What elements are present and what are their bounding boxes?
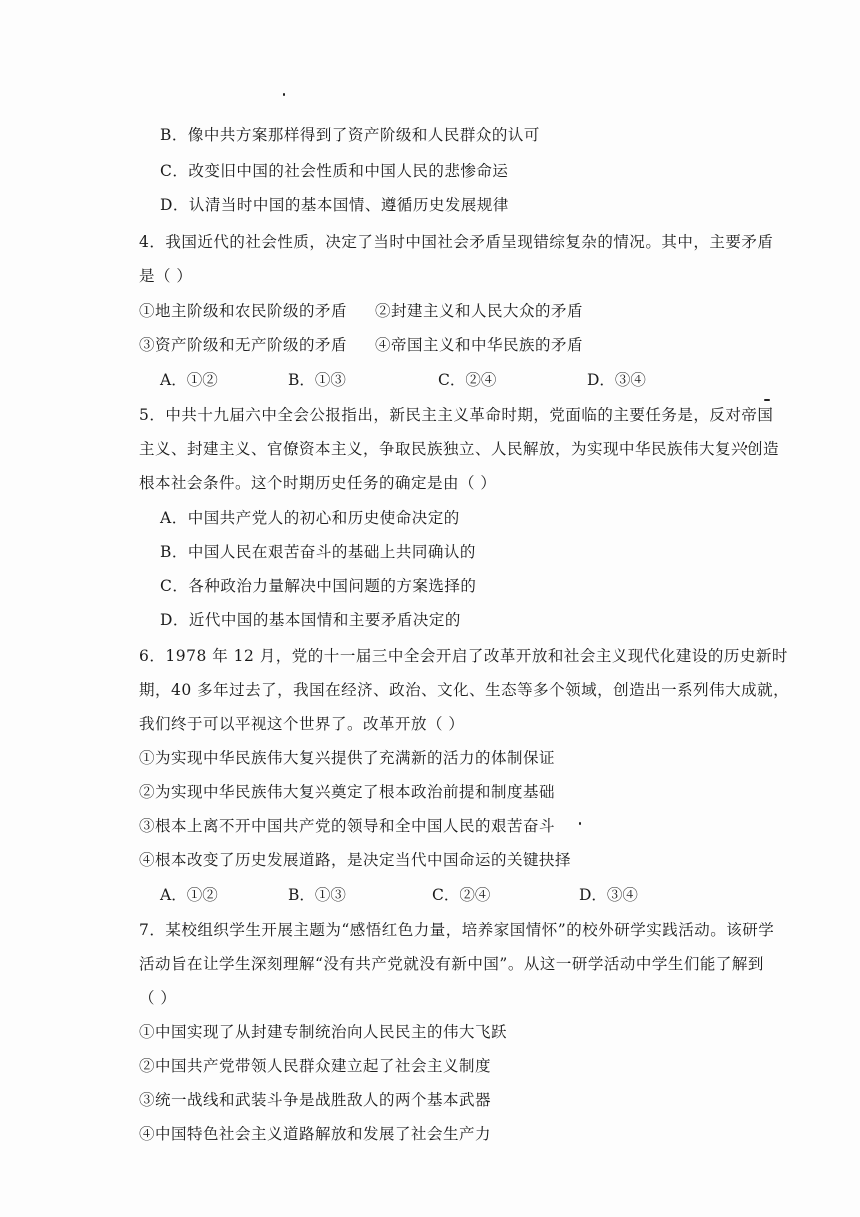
q4-item-4: ④帝国主义和中华民族的矛盾 xyxy=(375,336,584,354)
q6-stem-line-3: 我们终于可以平视这个世界了。改革开放（ ） xyxy=(139,715,465,733)
scan-speck xyxy=(283,93,285,96)
q3-option-d: D．认清当时中国的基本国情、遵循历史发展规律 xyxy=(160,196,509,214)
q4-choice-a: A．①② xyxy=(160,371,218,389)
q5-option-a: A．中国共产党人的初心和历史使命决定的 xyxy=(160,509,460,527)
q3-option-c: C．改变旧中国的社会性质和中国人民的悲惨命运 xyxy=(160,162,509,180)
q6-item-2: ②为实现中华民族伟大复兴奠定了根本政治前提和制度基础 xyxy=(139,783,556,801)
q4-stem-line-2: 是（ ） xyxy=(139,267,193,285)
q6-item-3: ③根本上离不开中国共产党的领导和全中国人民的艰苦奋斗 xyxy=(139,817,556,835)
q6-item-1: ①为实现中华民族伟大复兴提供了充满新的活力的体制保证 xyxy=(139,749,556,767)
q4-choice-d: D．③④ xyxy=(587,371,646,389)
q5-option-b: B．中国人民在艰苦奋斗的基础上共同确认的 xyxy=(160,543,476,561)
q6-stem-line-2: 期，40 多年过去了，我国在经济、政治、文化、生态等多个领域，创造出一系列伟大成就， xyxy=(139,681,790,699)
q6-choice-a: A．①② xyxy=(160,886,218,904)
q7-item-3: ③统一战线和武装斗争是战胜敌人的两个基本武器 xyxy=(139,1091,492,1109)
q5-stem-line-2: 主义、封建主义、官僚资本主义，争取民族独立、人民解放，为实现中华民族伟大复兴创造 xyxy=(139,440,780,458)
q4-item-2: ②封建主义和人民大众的矛盾 xyxy=(375,302,584,320)
q4-choice-b: B．①③ xyxy=(288,371,346,389)
q6-choice-d: D．③④ xyxy=(579,886,638,904)
scan-speck xyxy=(764,399,770,401)
q6-choice-c: C．②④ xyxy=(432,886,491,904)
q7-item-4: ④中国特色社会主义道路解放和发展了社会生产力 xyxy=(139,1125,492,1143)
q7-stem-line-3: （ ） xyxy=(139,989,177,1007)
q5-option-c: C．各种政治力量解决中国问题的方案选择的 xyxy=(160,577,477,595)
q5-stem-line-3: 根本社会条件。这个时期历史任务的确定是由（ ） xyxy=(139,474,497,492)
q7-stem-line-1: 7．某校组织学生开展主题为“感悟红色力量，培养家国情怀”的校外研学实践活动。该研学 xyxy=(139,921,775,939)
q7-item-1: ①中国实现了从封建专制统治向人民民主的伟大飞跃 xyxy=(139,1023,508,1041)
q5-stem-line-1: 5．中共十九届六中全会公报指出，新民主主义革命时期，党面临的主要任务是，反对帝国 xyxy=(139,406,774,424)
q3-option-b: B．像中共方案那样得到了资产阶级和人民群众的认可 xyxy=(160,126,540,144)
q4-choice-c: C．②④ xyxy=(438,371,497,389)
q6-stem-line-1: 6．1978 年 12 月，党的十一届三中全会开启了改革开放和社会主义现代化建设的历史新时 xyxy=(139,647,788,665)
q5-option-d: D．近代中国的基本国情和主要矛盾决定的 xyxy=(160,611,461,629)
scan-speck xyxy=(579,822,581,825)
q4-item-3: ③资产阶级和无产阶级的矛盾 xyxy=(139,336,348,354)
q7-item-2: ②中国共产党带领人民群众建立起了社会主义制度 xyxy=(139,1057,492,1075)
q4-stem-line-1: 4．我国近代的社会性质，决定了当时中国社会矛盾呈现错综复杂的情况。其中，主要矛盾 xyxy=(139,233,774,251)
q4-choices xyxy=(160,369,646,391)
q6-item-4: ④根本改变了历史发展道路，是决定当代中国命运的关键抉择 xyxy=(139,851,572,869)
q6-choices xyxy=(160,884,640,906)
q7-stem-line-2: 活动旨在让学生深刻理解“没有共产党就没有新中国”。从这一研学活动中学生们能了解到 xyxy=(139,955,764,973)
q6-choice-b: B．①③ xyxy=(288,886,346,904)
q4-item-1: ①地主阶级和农民阶级的矛盾 xyxy=(139,302,348,320)
